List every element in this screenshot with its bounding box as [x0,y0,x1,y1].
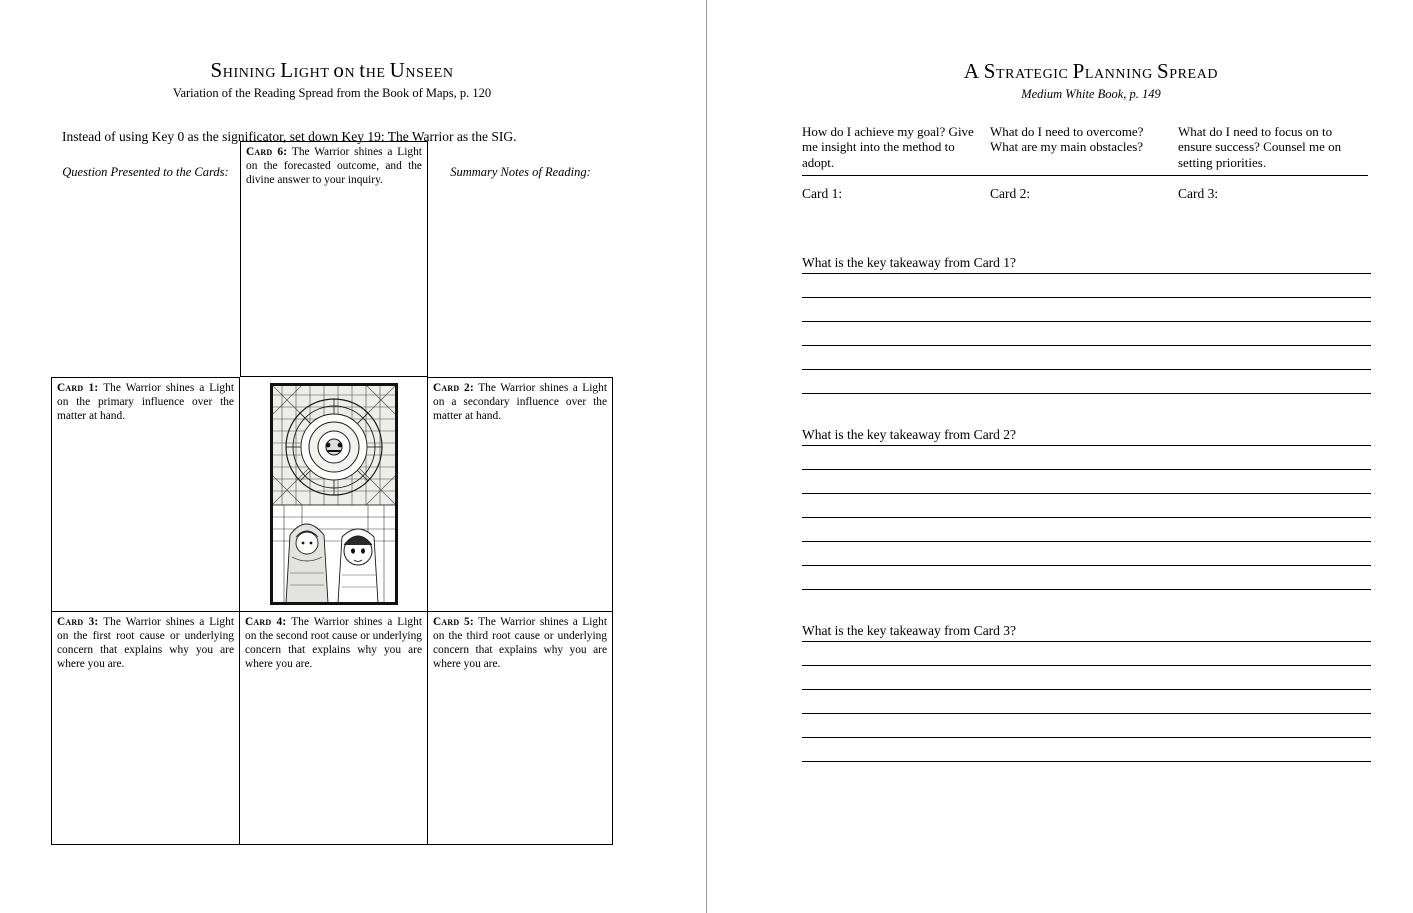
card5-cell[interactable] [428,612,613,845]
writing-line[interactable] [802,642,1371,666]
left-page-intro: Instead of using Key 0 as the significator, set down Key 19: The Warrior as the SIG. [62,129,517,144]
right-page-subtitle: Medium White Book, p. 149 [1021,87,1161,101]
writing-line[interactable] [802,518,1371,542]
question-column-header: Question Presented to the Cards: [62,165,229,179]
question-area-cell[interactable] [51,141,240,377]
writing-line[interactable] [802,666,1371,690]
writing-line[interactable] [802,274,1371,298]
takeaway-block-2 [802,427,1380,590]
prompt-1: How do I achieve my goal? Give me insight into the method to adopt. [802,124,990,176]
prompt-3: What do I need to focus on to ensure success? Counsel me on setting priorities. [1178,124,1368,176]
card4-label: Card 4: [245,616,287,628]
card3-text: The Warrior shines a Light on the first root cause or underlying concern that explains why you are where you are. [57,616,234,670]
left-page-subtitle: Variation of the Reading Spread from the Book of Maps, p. 120 [172,86,492,100]
right-page [707,0,1413,913]
right-page-title: A STRATEGIC PLANNING SPREAD [963,59,1219,83]
right-page-content [802,0,1380,762]
card-illustration-cell [240,377,428,612]
summary-column-header: Summary Notes of Reading: [450,165,591,179]
card-label-2[interactable]: Card 2: [990,186,1031,201]
writing-line[interactable] [802,738,1371,762]
writing-line[interactable] [802,346,1371,370]
takeaway-block-3 [802,623,1380,762]
card2-label: Card 2: [433,382,474,394]
writing-line[interactable] [802,566,1371,590]
tarot-card-illustration [240,377,427,611]
card-draw-space[interactable] [802,202,1380,255]
writing-line[interactable] [802,714,1371,738]
writing-line[interactable] [802,446,1371,470]
card5-label: Card 5: [433,616,474,628]
prompt-row [802,124,1380,176]
card6-cell[interactable] [240,141,428,377]
card-label-row [802,186,1380,202]
card1-cell[interactable] [51,377,240,612]
card6-text: The Warrior shines a Light on the forecasted outcome, and the divine answer to your inquiry. [246,146,422,186]
spread-grid [51,141,613,845]
card4-cell[interactable] [240,612,428,845]
card5-text: The Warrior shines a Light on the third root cause or underlying concern that explains why you are where you are. [433,616,607,670]
card4-text: The Warrior shines a Light on the second root cause or underlying concern that explains why you are where you are. [245,616,422,670]
takeaway-question-1: What is the key takeaway from Card 1? [802,255,1371,274]
writing-line[interactable] [802,494,1371,518]
writing-line[interactable] [802,322,1371,346]
card2-cell[interactable] [428,377,613,612]
spread-grid-row [51,377,613,612]
spread-grid-row [51,141,613,377]
writing-line[interactable] [802,690,1371,714]
card6-label: Card 6: [246,146,288,158]
writing-line[interactable] [802,298,1371,322]
card1-label: Card 1: [57,382,99,394]
writing-line[interactable] [802,470,1371,494]
prompt-2: What do I need to overcome? What are my main obstacles? [990,124,1178,176]
card3-cell[interactable] [51,612,240,845]
tarot-card-svg [272,385,396,603]
left-page-title: SHINING LIGHT oN tHE UNSEEN [210,58,454,82]
summary-area-cell[interactable] [428,141,613,377]
writing-line[interactable] [802,370,1371,394]
takeaway-question-3: What is the key takeaway from Card 3? [802,623,1371,642]
writing-line[interactable] [802,542,1371,566]
card2-text: The Warrior shines a Light on a secondary influence over the matter at hand. [433,382,607,422]
spread-grid-row [51,612,613,845]
card3-label: Card 3: [57,616,99,628]
card-label-1[interactable]: Card 1: [802,186,843,201]
tarot-card-art [270,383,398,605]
takeaway-block-1 [802,255,1380,394]
card1-text: The Warrior shines a Light on the primary influence over the matter at hand. [57,382,234,422]
takeaway-question-2: What is the key takeaway from Card 2? [802,427,1371,446]
card-label-3[interactable]: Card 3: [1178,186,1219,201]
